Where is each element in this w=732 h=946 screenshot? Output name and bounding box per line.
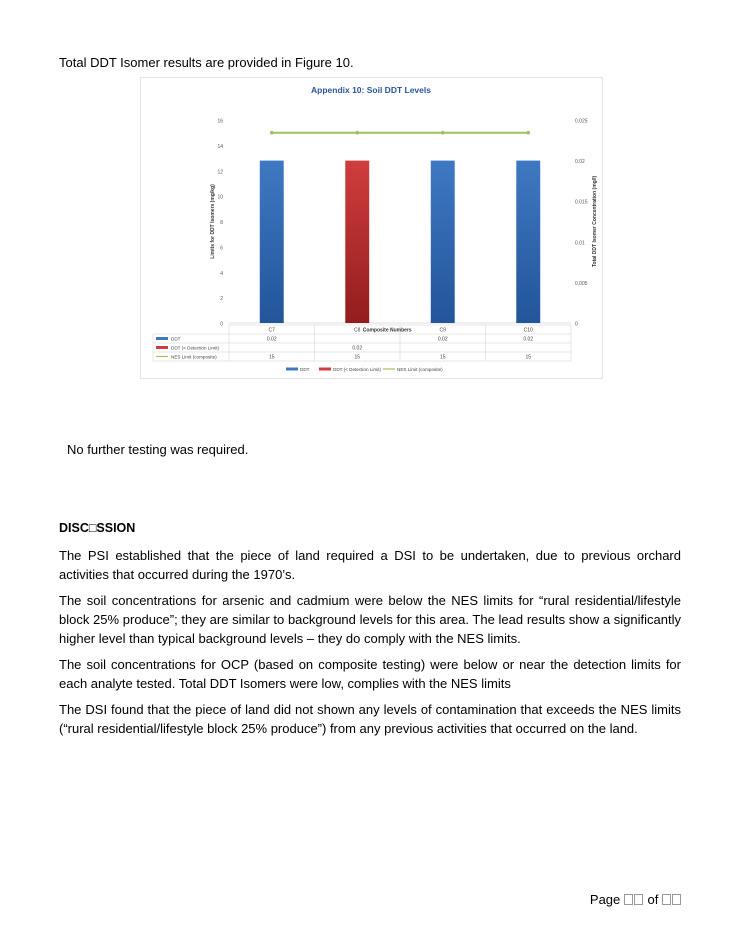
y2-tick-label: 0.005 <box>575 280 588 287</box>
page-number-placeholder <box>624 894 633 905</box>
y-tick-label: 2 <box>220 296 223 303</box>
table-series-name: NES Limit (composite) <box>171 354 217 360</box>
category-label: C7 <box>268 327 275 334</box>
y-tick-label: 12 <box>217 169 223 176</box>
y-tick-label: 16 <box>217 118 223 125</box>
of-label: of <box>647 892 659 907</box>
x-axis-label: Composite Numbers <box>362 327 412 334</box>
data-label: 15 <box>268 354 275 361</box>
nes-limit-point <box>526 131 530 135</box>
y2-tick-label: 0 <box>575 321 578 328</box>
y-axis-label: Limits for DDT Isomers (mg/kg) <box>210 184 216 259</box>
page-total-placeholder <box>672 894 681 905</box>
legend-label: DDT <box>300 367 310 372</box>
ddt-bar <box>431 161 455 323</box>
page-total-placeholder <box>662 894 671 905</box>
legend-key <box>286 368 298 371</box>
y-tick-label: 0 <box>220 321 223 328</box>
y2-tick-label: 0.02 <box>575 159 585 166</box>
category-label: C9 <box>439 327 446 334</box>
paragraph: The PSI established that the piece of land required a DSI to be undertaken, due to previous orchard activities that occurred during the 1970’s. <box>59 548 681 582</box>
nes-limit-point <box>355 131 359 135</box>
nes-limit-point <box>441 131 445 135</box>
page-footer <box>590 892 682 907</box>
ddt-bar <box>260 161 284 323</box>
y-tick-label: 6 <box>220 245 223 252</box>
discussion-body <box>59 546 681 745</box>
legend-label: DDT (< Detection Limit) <box>333 367 382 372</box>
page-label: Page <box>589 892 621 907</box>
table-series-name: DDT <box>171 336 181 342</box>
discussion-heading: DISC□SSION <box>59 521 136 535</box>
paragraph: The soil concentrations for OCP (based on composite testing) were below or near the detection limits for each analyte tested. Total DDT Isomers were low, complies with the NES limits <box>59 657 681 691</box>
ddt-chart <box>141 78 602 378</box>
data-label: 15 <box>439 354 446 361</box>
data-label: 0.02 <box>266 336 277 343</box>
page-number-placeholder <box>634 894 643 905</box>
intro-text: Total DDT Isomer results are provided in Figure 10. <box>59 55 354 70</box>
table-series-name: DDT (< Detection Limit) <box>171 345 220 351</box>
y2-tick-label: 0.015 <box>575 199 588 206</box>
y2-tick-label: 0.01 <box>575 240 585 247</box>
ddt-below-detection-bar <box>345 161 369 323</box>
data-label: 15 <box>525 354 532 361</box>
ddt-chart-figure <box>140 77 603 379</box>
y2-axis-label: Total DDT Isomer Concentration (mg/l) <box>592 175 598 268</box>
data-label: 0.02 <box>523 336 534 343</box>
nes-limit-point <box>270 131 274 135</box>
data-label: 0.02 <box>352 345 363 352</box>
y-tick-label: 10 <box>217 194 223 201</box>
ddt-bar <box>516 161 540 323</box>
y2-tick-label: 0.025 <box>575 118 588 125</box>
category-label: C8 <box>354 327 361 334</box>
y-tick-label: 4 <box>220 270 223 277</box>
y-tick-label: 8 <box>220 220 223 226</box>
chart-title: Appendix 10: Soil DDT Levels <box>311 85 431 95</box>
category-label: C10 <box>523 327 533 334</box>
data-label: 0.02 <box>437 336 448 343</box>
legend-key <box>319 368 331 371</box>
no-further-testing-text: No further testing was required. <box>67 442 249 457</box>
table-series-key <box>156 346 168 349</box>
legend-label: NES Limit (composite) <box>397 367 443 372</box>
table-series-key <box>156 337 168 340</box>
paragraph: The soil concentrations for arsenic and cadmium were below the NES limits for “rural residential/lifestyle block 25% produce”; they are similar to background levels for this area. The lead results show a significantly higher level than typical background levels – they do comply with the NES limits. <box>59 593 681 646</box>
paragraph: The DSI found that the piece of land did not shown any levels of contamination that exceeds the NES limits (“rural residential/lifestyle block 25% produce”) from any previous activities that occurred on the land. <box>59 702 681 736</box>
data-label: 15 <box>354 354 361 361</box>
y-tick-label: 14 <box>217 143 223 150</box>
